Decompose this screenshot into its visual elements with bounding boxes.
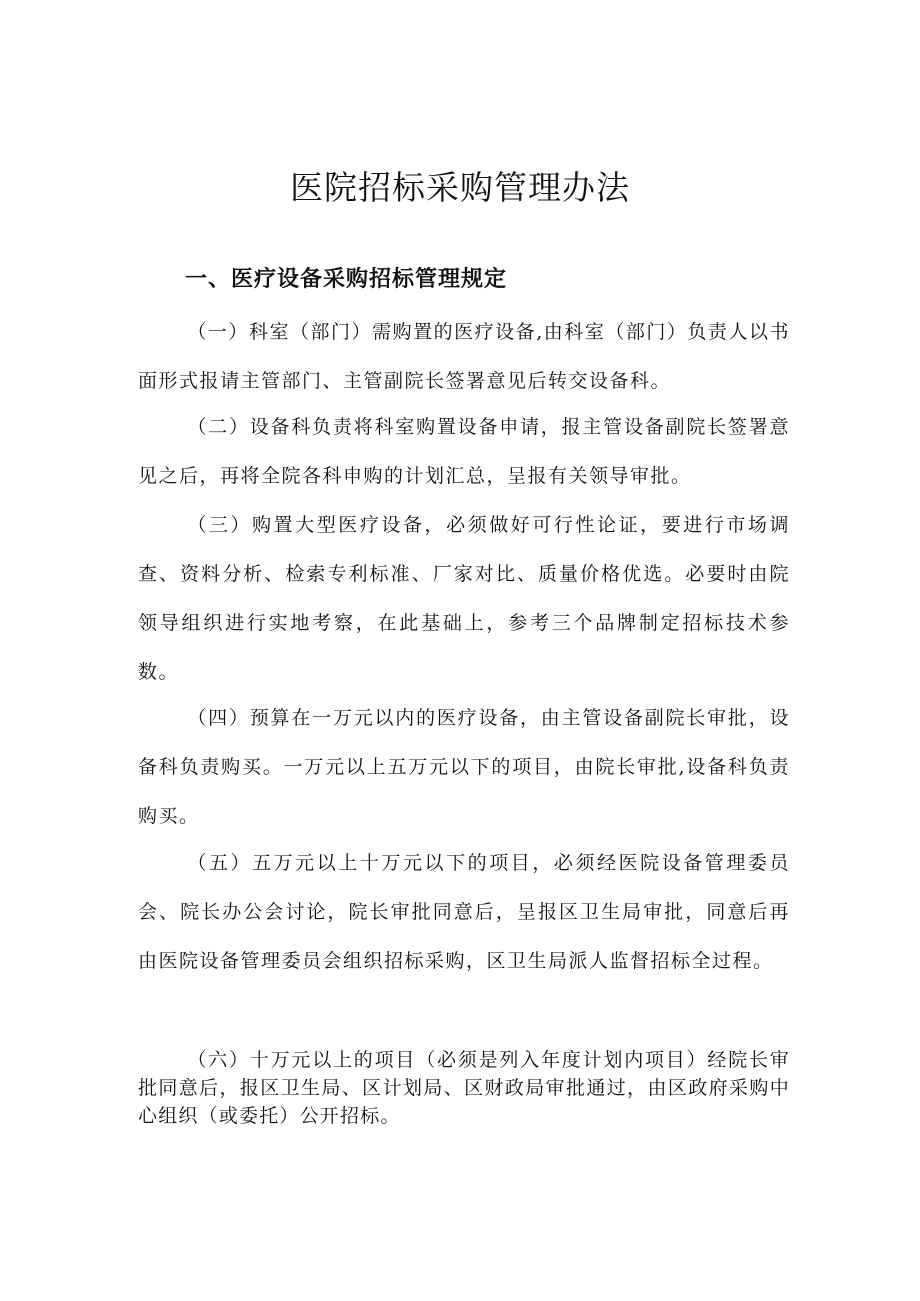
paragraph-3: （三）购置大型医疗设备，必须做好可行性论证，要进行市场调查、资料分析、检索专利标准、厂家对比、质量价格优选。必要时由院领导组织进行实地考察，在此基础上，参考三个品牌制定招标技术参数。 bbox=[138, 514, 790, 683]
page-title: 医院招标采购管理办法 bbox=[290, 168, 630, 207]
section-heading: 一、医疗设备采购招标管理规定 bbox=[185, 267, 508, 292]
paragraph-6: （六）十万元以上的项目（必须是列入年度计划内项目）经院长审批同意后，报区卫生局、区计划局、区财政局审批通过，由区政府采购中心组织（或委托）公开招标。 bbox=[138, 1049, 790, 1127]
paragraph-1: （一）科室（部门）需购置的医疗设备,由科室（部门）负责人以书面形式报请主管部门、主管副院长签署意见后转交设备科。 bbox=[138, 321, 790, 392]
paragraph-2: （二）设备科负责将科室购置设备申请，报主管设备副院长签署意见之后，再将全院各科申购的计划汇总，呈报有关领导审批。 bbox=[138, 416, 790, 487]
paragraph-4: （四）预算在一万元以内的医疗设备，由主管设备副院长审批，设备科负责购买。一万元以上五万元以下的项目，由院长审批,设备科负责购买。 bbox=[138, 707, 790, 827]
paragraph-5: （五）五万元以上十万元以下的项目，必须经医院设备管理委员会、院长办公会讨论，院长审批同意后，呈报区卫生局审批，同意后再由医院设备管理委员会组织招标采购，区卫生局派人监督招标全过程。 bbox=[138, 852, 790, 972]
